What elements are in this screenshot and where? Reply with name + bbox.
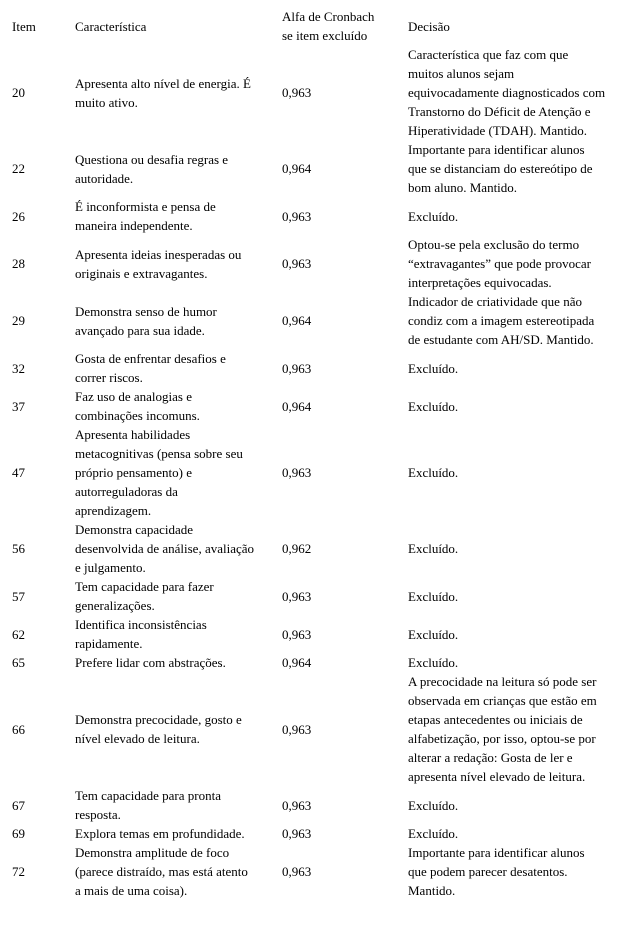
alpha-cell: 0,962 (282, 541, 312, 556)
decision-cell: Excluído. (408, 655, 459, 670)
item-cell: 72 (12, 864, 25, 879)
item-cell: 47 (12, 465, 25, 480)
decision-cell: Excluído. (408, 541, 459, 556)
header-alpha: Alfa de Cronbach se item excluído (282, 9, 375, 43)
characteristic-cell: Tem capacidade para pronta resposta. (75, 788, 221, 822)
characteristic-cell: Identifica inconsistências rapidamente. (75, 617, 207, 651)
table-row (12, 672, 636, 786)
characteristic-cell: Prefere lidar com abstrações. (75, 655, 226, 670)
characteristic-cell: Demonstra capacidade desenvolvida de análise, avaliação e julgamento. (75, 522, 255, 575)
table-row (12, 520, 636, 577)
characteristic-cell: Gosta de enfrentar desafios e correr riscos. (75, 351, 226, 385)
item-cell: 29 (12, 313, 25, 328)
item-cell: 57 (12, 588, 25, 604)
item-cell: 69 (12, 826, 25, 841)
characteristic-cell: Tem capacidade para fazer generalizações. (75, 579, 214, 613)
decision-cell: Excluído. (408, 398, 459, 414)
item-cell: 66 (12, 721, 25, 737)
table-row (12, 235, 636, 292)
alpha-cell: 0,963 (282, 256, 312, 271)
header-characteristic: Característica (75, 18, 147, 34)
decision-cell: Excluído. (408, 208, 459, 224)
item-cell: 62 (12, 626, 25, 642)
table-row (12, 197, 636, 235)
characteristic-cell: Demonstra precocidade, gosto e nível elevado de leitura. (75, 712, 242, 746)
characteristic-cell: Demonstra senso de humor avançado para sua idade. (75, 303, 217, 338)
decision-cell: Indicador de criatividade que não condiz com a imagem estereotipada de estudante com AH/SD. Mantido. (408, 294, 595, 347)
table-row (12, 387, 636, 425)
alpha-cell: 0,964 (282, 398, 312, 414)
table-row (12, 45, 636, 140)
decision-cell: Importante para identificar alunos que se distanciam do estereótipo de bom aluno. Mantido. (408, 142, 593, 195)
table-row (12, 577, 636, 615)
alpha-cell: 0,963 (282, 826, 312, 841)
alpha-cell: 0,963 (282, 85, 312, 100)
decision-cell: Excluído. (408, 797, 459, 813)
alpha-cell: 0,963 (282, 208, 312, 224)
item-cell: 37 (12, 398, 25, 414)
item-cell: 26 (12, 208, 25, 224)
item-analysis-table (12, 7, 636, 900)
decision-cell: Importante para identificar alunos que podem parecer desatentos. Mantido. (408, 845, 585, 898)
alpha-cell: 0,963 (282, 360, 312, 376)
table-row (12, 140, 636, 197)
decision-cell: Optou-se pela exclusão do termo “extravagantes” que pode provocar interpretações equivocadas. (408, 237, 591, 290)
characteristic-cell: Faz uso de analogias e combinações incomuns. (75, 389, 200, 423)
item-cell: 22 (12, 161, 25, 176)
alpha-cell: 0,963 (282, 797, 312, 813)
alpha-cell: 0,964 (282, 161, 312, 176)
decision-cell: Excluído. (408, 826, 459, 841)
decision-cell: Excluído. (408, 465, 459, 480)
header-item: Item (12, 18, 36, 34)
table-row (12, 843, 636, 900)
alpha-cell: 0,964 (282, 655, 312, 670)
header-decision: Decisão (408, 18, 450, 34)
characteristic-cell: Apresenta ideias inesperadas ou originais e extravagantes. (75, 246, 242, 281)
characteristic-cell: Questiona ou desafia regras e autoridade. (75, 151, 229, 186)
alpha-cell: 0,963 (282, 588, 312, 604)
alpha-cell: 0,964 (282, 313, 312, 328)
table-row (12, 349, 636, 387)
table-row (12, 615, 636, 653)
characteristic-cell: Explora temas em profundidade. (75, 826, 245, 841)
table-row (12, 824, 636, 843)
table-row (12, 786, 636, 824)
characteristic-cell: É inconformista e pensa de maneira independente. (75, 199, 216, 233)
decision-cell: Característica que faz com que muitos alunos sejam equivocadamente diagnosticados com Transtorno do Déficit de Atenção e Hiperatividade (TDAH). Mantido. (408, 47, 606, 138)
alpha-cell: 0,963 (282, 626, 312, 642)
table-header (12, 7, 636, 45)
decision-cell: Excluído. (408, 626, 459, 642)
alpha-cell: 0,963 (282, 721, 312, 737)
table-row (12, 653, 636, 672)
alpha-cell: 0,963 (282, 465, 312, 480)
decision-cell: A precocidade na leitura só pode ser observada em crianças que estão em etapas antecedentes ou iniciais de alfabetização, por isso, optou-se por alterar a redação: Gosta de ler e apresenta nível elevado de leitura. (408, 674, 597, 784)
item-cell: 20 (12, 85, 25, 100)
characteristic-cell: Apresenta habilidades metacognitivas (pensa sobre seu próprio pensamento) e autorreguladoras da aprendizagem. (75, 427, 243, 518)
decision-cell: Excluído. (408, 588, 459, 604)
item-cell: 65 (12, 655, 25, 670)
item-cell: 56 (12, 541, 25, 556)
alpha-cell: 0,963 (282, 864, 312, 879)
item-cell: 67 (12, 797, 25, 813)
item-cell: 28 (12, 256, 25, 271)
table-row (12, 425, 636, 520)
table-row (12, 292, 636, 349)
decision-cell: Excluído. (408, 360, 459, 376)
characteristic-cell: Apresenta alto nível de energia. É muito ativo. (75, 75, 251, 110)
characteristic-cell: Demonstra amplitude de foco (parece distraído, mas está atento a mais de uma coisa). (75, 845, 248, 898)
item-cell: 32 (12, 360, 25, 376)
